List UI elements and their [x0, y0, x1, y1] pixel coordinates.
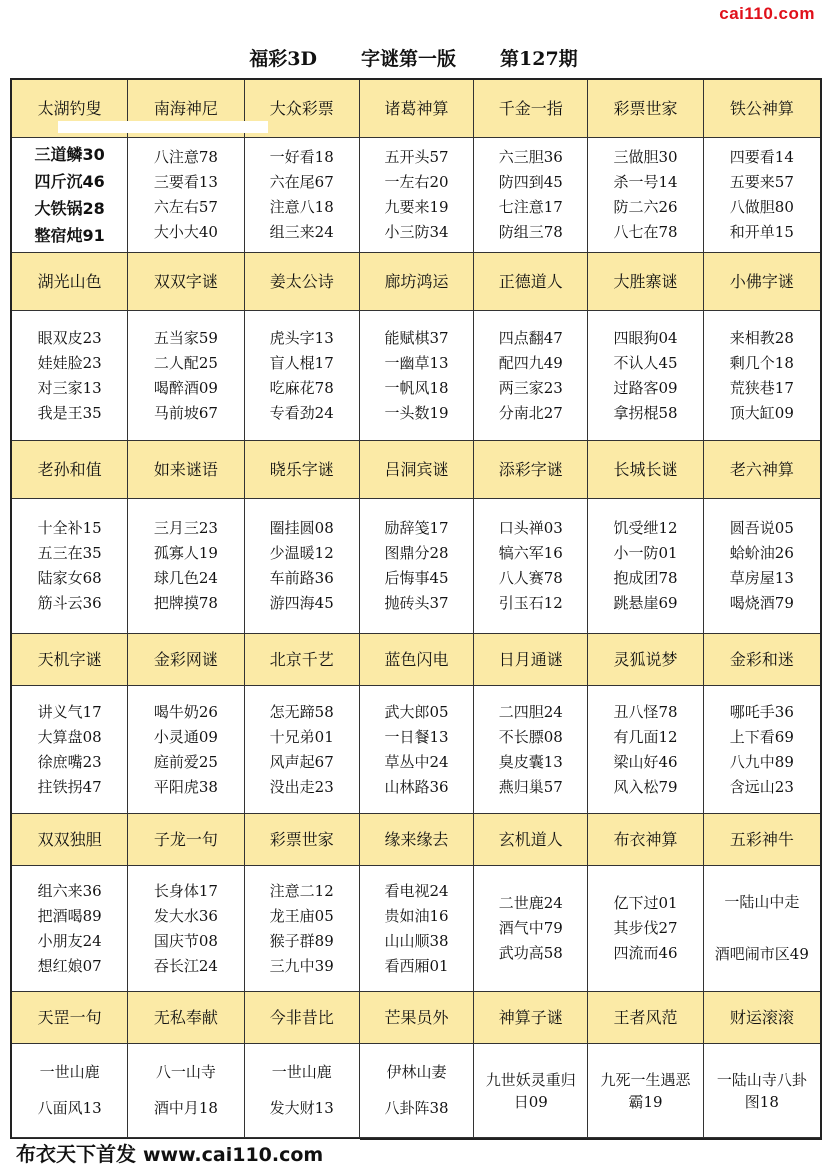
riddle-line: 配四九49 — [498, 353, 563, 372]
riddle-line: 能赋棋37 — [384, 328, 449, 347]
riddle-line: 少温暖12 — [269, 544, 334, 562]
column-header: 廊坊鸿运 — [360, 253, 474, 311]
riddle-cell — [588, 686, 703, 814]
riddle-line: 抛砖头37 — [384, 594, 449, 612]
column-header: 财运滚滚 — [704, 992, 820, 1044]
riddle-line: 三要看13 — [153, 173, 218, 191]
riddle-line: 一世山鹿 — [39, 1062, 100, 1081]
riddle-line: 四点翻47 — [498, 328, 563, 347]
riddle-line: 发大水36 — [153, 906, 218, 925]
riddle-line: 三做胆30 — [613, 148, 678, 166]
column-header: 今非昔比 — [245, 992, 360, 1044]
riddle-line: 八卦阵38 — [384, 1099, 449, 1118]
riddle-cell — [360, 138, 474, 253]
riddle-cell — [704, 311, 820, 441]
riddle-line: 六三胆36 — [498, 148, 563, 166]
riddle-cell — [12, 499, 128, 634]
riddle-line: 喝烧酒79 — [729, 594, 794, 612]
riddle-line: 来相教28 — [729, 328, 794, 347]
column-header: 天罡一句 — [12, 992, 128, 1044]
riddle-line: 山林路36 — [384, 777, 449, 796]
riddle-line: 大铁锅28 — [34, 199, 105, 218]
column-header: 添彩字谜 — [474, 441, 588, 499]
column-header: 老六神算 — [704, 441, 820, 499]
riddle-line: 猴子群89 — [269, 931, 334, 950]
riddle-line: 注意八18 — [269, 198, 334, 216]
riddle-line: 四眼狗04 — [613, 328, 678, 347]
column-header: 双双独胆 — [12, 814, 128, 866]
riddle-line: 圆吾说05 — [729, 519, 794, 537]
riddle-line: 游四海45 — [269, 594, 334, 612]
column-header: 玄机道人 — [474, 814, 588, 866]
riddle-line: 没出走23 — [269, 777, 334, 796]
riddle-line: 九要来19 — [384, 198, 449, 216]
riddle-line: 把酒喝89 — [37, 906, 102, 925]
riddle-line: 和开单15 — [729, 223, 794, 241]
riddle-cell — [704, 138, 820, 253]
column-header: 布衣神算 — [588, 814, 703, 866]
riddle-line: 杀一号14 — [613, 173, 678, 191]
riddle-line: 小一防01 — [613, 544, 678, 562]
riddle-line: 小灵通09 — [153, 727, 218, 746]
riddle-line: 国庆节08 — [153, 931, 218, 950]
riddle-line: 口头禅03 — [498, 519, 563, 537]
riddle-line: 眼双皮23 — [37, 328, 102, 347]
riddle-cell — [588, 499, 703, 634]
riddle-line: 武功高58 — [498, 944, 563, 962]
riddle-line: 犒六军16 — [498, 544, 563, 562]
riddle-cell — [12, 1044, 128, 1138]
riddle-cell — [360, 499, 474, 634]
riddle-line: 对三家13 — [37, 378, 102, 397]
footer-text: 布衣天下首发 — [16, 1142, 136, 1166]
riddle-line: 长身体17 — [153, 881, 218, 900]
riddle-line: 防二六26 — [613, 198, 678, 216]
riddle-line: 分南北27 — [498, 403, 563, 422]
edition-label: 字谜第一版 — [361, 48, 457, 70]
riddle-line: 八九中89 — [729, 752, 794, 771]
riddle-line: 十全补15 — [37, 519, 102, 537]
riddle-cell — [245, 686, 360, 814]
column-header: 灵狐说梦 — [588, 634, 703, 686]
riddle-cell — [704, 866, 820, 992]
riddle-cell — [474, 1044, 588, 1138]
column-header: 小佛字谜 — [704, 253, 820, 311]
riddle-line: 哪吒手36 — [729, 702, 794, 721]
riddle-line: 车前路36 — [269, 569, 334, 587]
riddle-cell — [360, 866, 474, 992]
riddle-line: 马前坡67 — [153, 403, 218, 422]
riddle-line: 专看劲24 — [269, 403, 334, 422]
column-header: 无私奉献 — [128, 992, 244, 1044]
riddle-line: 陆家女68 — [37, 569, 102, 587]
riddle-line: 龙王庙05 — [269, 906, 334, 925]
column-header: 金彩网谜 — [128, 634, 244, 686]
riddle-line: 平阳虎38 — [153, 777, 218, 796]
riddle-cell — [128, 1044, 244, 1138]
column-header: 北京千艺 — [245, 634, 360, 686]
riddle-line: 后悔事45 — [384, 569, 449, 587]
riddle-line: 发大财13 — [269, 1099, 334, 1118]
riddle-line: 筋斗云36 — [37, 594, 102, 612]
riddle-line: 怎无蹄58 — [269, 702, 334, 721]
riddle-line: 跳悬崖69 — [613, 594, 678, 612]
riddle-line: 注意二12 — [269, 881, 334, 900]
riddle-line: 一头数19 — [384, 403, 449, 422]
column-header: 千金一指 — [474, 80, 588, 138]
riddle-cell — [245, 311, 360, 441]
issue-number: 第127期 — [500, 48, 578, 70]
riddle-line: 草房屋13 — [729, 569, 794, 587]
riddle-line: 拿拐棍58 — [613, 403, 678, 422]
riddle-line: 一左右20 — [384, 173, 449, 191]
riddle-line: 拄铁拐47 — [37, 777, 102, 796]
riddle-cell — [360, 1044, 474, 1138]
riddle-line: 喝牛奶26 — [153, 702, 218, 721]
riddle-line: 剩几个18 — [729, 353, 794, 372]
column-header: 姜太公诗 — [245, 253, 360, 311]
riddle-line: 四流而46 — [613, 944, 678, 962]
riddle-cell — [12, 866, 128, 992]
riddle-line: 三九中39 — [269, 956, 334, 975]
riddle-line: 吃麻花78 — [269, 378, 334, 397]
column-header: 老孙和值 — [12, 441, 128, 499]
riddle-line: 讲义气17 — [37, 702, 102, 721]
column-header: 天机字谜 — [12, 634, 128, 686]
riddle-line: 过路客09 — [613, 378, 678, 397]
riddle-line: 三月三23 — [153, 519, 218, 537]
riddle-line: 防四到45 — [498, 173, 563, 191]
riddle-line: 八七在78 — [613, 223, 678, 241]
riddle-line: 小朋友24 — [37, 931, 102, 950]
column-header: 五彩神牛 — [704, 814, 820, 866]
riddle-cell — [360, 311, 474, 441]
riddle-line: 荒狭巷17 — [729, 378, 794, 397]
riddle-line: 看西厢01 — [384, 956, 449, 975]
riddle-line: 七注意17 — [498, 198, 563, 216]
column-header: 彩票世家 — [245, 814, 360, 866]
column-header: 芒果员外 — [360, 992, 474, 1044]
column-header: 日月通谜 — [474, 634, 588, 686]
riddle-line: 励辞笺17 — [384, 519, 449, 537]
riddle-cell — [588, 1044, 703, 1138]
riddle-line: 娃娃脸23 — [37, 353, 102, 372]
riddle-line: 四要看14 — [729, 148, 794, 166]
column-header: 神算子谜 — [474, 992, 588, 1044]
riddle-line: 风入松79 — [613, 777, 678, 796]
column-header: 大众彩票 — [245, 80, 360, 138]
riddle-line: 伊林山妻 — [386, 1062, 447, 1081]
riddle-line: 五要来57 — [729, 173, 794, 191]
column-header: 子龙一句 — [128, 814, 244, 866]
riddle-line: 引玉石12 — [498, 594, 563, 612]
riddle-cell — [474, 866, 588, 992]
riddle-line: 徐庶嘴23 — [37, 752, 102, 771]
riddle-cell — [245, 866, 360, 992]
riddle-line: 四斤沉46 — [34, 172, 105, 191]
riddle-line: 一日餐13 — [384, 727, 449, 746]
riddle-line: 一帆风18 — [384, 378, 449, 397]
column-header: 王者风范 — [588, 992, 703, 1044]
riddle-line: 一陆山中走 — [724, 892, 800, 911]
riddle-line: 上下看69 — [729, 727, 794, 746]
riddle-line: 组三来24 — [269, 223, 334, 241]
column-header: 双双字谜 — [128, 253, 244, 311]
riddle-cell — [245, 1044, 360, 1138]
riddle-cell — [128, 866, 244, 992]
riddle-line: 燕归巢57 — [498, 777, 563, 796]
riddle-cell — [474, 686, 588, 814]
riddle-line: 整宿炖91 — [34, 226, 105, 245]
riddle-line: 饥受绁12 — [613, 519, 678, 537]
riddle-cell — [474, 499, 588, 634]
riddle-line: 八一山寺 — [155, 1062, 216, 1081]
riddle-line: 山山顺38 — [384, 931, 449, 950]
riddle-cell — [704, 686, 820, 814]
riddle-line: 我是王35 — [37, 403, 102, 422]
riddle-line: 圈挂圆08 — [269, 519, 334, 537]
riddle-line: 球几色24 — [153, 569, 218, 587]
riddle-line: 酒中月18 — [153, 1099, 218, 1118]
column-header: 南海神尼 — [128, 80, 244, 138]
site-logo: cai110.com — [719, 4, 815, 23]
riddle-line: 八注意78 — [153, 148, 218, 166]
riddle-line: 其步伐27 — [613, 919, 678, 937]
riddle-line: 九世妖灵重归日09 — [485, 1070, 576, 1111]
riddle-line: 孤寡人19 — [153, 544, 218, 562]
riddle-line: 一世山鹿 — [271, 1062, 332, 1081]
riddle-line: 有几面12 — [613, 727, 678, 746]
riddle-line: 二人配25 — [153, 353, 218, 372]
column-header: 长城长谜 — [588, 441, 703, 499]
riddle-line: 看电视24 — [384, 881, 449, 900]
footer-url: www.cai110.com — [142, 1144, 324, 1166]
riddle-line: 十兄弟01 — [269, 727, 334, 746]
riddle-cell — [474, 311, 588, 441]
riddle-cell — [245, 138, 360, 253]
riddle-cell — [12, 686, 128, 814]
riddle-line: 九死一生遇恶霸19 — [600, 1070, 691, 1111]
column-header: 大胜寨谜 — [588, 253, 703, 311]
riddle-line: 五三在35 — [37, 544, 102, 562]
riddle-line: 组六来36 — [37, 881, 102, 900]
riddle-line: 二四胆24 — [498, 702, 563, 721]
riddle-line: 八人赛78 — [498, 569, 563, 587]
column-header: 彩票世家 — [588, 80, 703, 138]
riddle-cell — [245, 499, 360, 634]
riddle-line: 八面风13 — [37, 1099, 102, 1118]
column-header: 晓乐字谜 — [245, 441, 360, 499]
riddle-line: 六左右57 — [153, 198, 218, 216]
column-header: 蓝色闪电 — [360, 634, 474, 686]
riddle-cell — [360, 686, 474, 814]
riddle-line: 风声起67 — [269, 752, 334, 771]
column-header: 太湖钓叟 — [12, 80, 128, 138]
riddle-line: 丑八怪78 — [613, 702, 678, 721]
riddle-line: 酒吧闹市区49 — [714, 945, 809, 964]
riddle-line: 贵如油16 — [384, 906, 449, 925]
riddle-line: 抱成团78 — [613, 569, 678, 587]
riddle-cell — [588, 311, 703, 441]
column-header: 缘来缘去 — [360, 814, 474, 866]
riddle-line: 盲人棍17 — [269, 353, 334, 372]
riddle-line: 喝醉酒09 — [153, 378, 218, 397]
riddle-cell — [704, 499, 820, 634]
riddle-line: 臭皮囊13 — [498, 752, 563, 771]
riddle-cell — [474, 138, 588, 253]
redaction-strip — [58, 121, 268, 133]
riddle-line: 八做胆80 — [729, 198, 794, 216]
riddle-table — [10, 78, 822, 1140]
riddle-line: 一好看18 — [269, 148, 334, 166]
column-header: 金彩和迷 — [704, 634, 820, 686]
riddle-line: 小三防34 — [384, 223, 449, 241]
column-header: 吕洞宾谜 — [360, 441, 474, 499]
riddle-line: 武大郎05 — [384, 702, 449, 721]
riddle-line: 六在尾67 — [269, 173, 334, 191]
riddle-cell — [128, 686, 244, 814]
riddle-line: 把牌摸78 — [153, 594, 218, 612]
column-header: 铁公神算 — [704, 80, 820, 138]
riddle-line: 虎头字13 — [269, 328, 334, 347]
riddle-line: 一幽草13 — [384, 353, 449, 372]
riddle-line: 大小大40 — [153, 223, 218, 241]
riddle-line: 五当家59 — [153, 328, 218, 347]
riddle-cell — [128, 311, 244, 441]
riddle-line: 顶大缸09 — [729, 403, 794, 422]
riddle-line: 两三家23 — [498, 378, 563, 397]
riddle-line: 草丛中24 — [384, 752, 449, 771]
footer-banner — [0, 1139, 360, 1169]
riddle-cell — [12, 138, 128, 253]
riddle-line: 不认人45 — [613, 353, 678, 372]
riddle-cell — [588, 866, 703, 992]
riddle-cell — [128, 138, 244, 253]
riddle-line: 想红娘07 — [37, 956, 102, 975]
riddle-line: 一陆山寺八卦图18 — [716, 1070, 807, 1111]
riddle-line: 不长膘08 — [498, 727, 563, 746]
riddle-line: 二世鹿24 — [498, 894, 563, 912]
riddle-cell — [128, 499, 244, 634]
riddle-line: 酒气中79 — [498, 919, 563, 937]
riddle-line: 梁山好46 — [613, 752, 678, 771]
riddle-line: 亿下过01 — [613, 894, 678, 912]
riddle-line: 图鼎分28 — [384, 544, 449, 562]
riddle-line: 吞长江24 — [153, 956, 218, 975]
column-header: 正德道人 — [474, 253, 588, 311]
page-title — [0, 44, 827, 71]
riddle-line: 三道鳞30 — [34, 145, 105, 164]
riddle-cell — [588, 138, 703, 253]
riddle-cell — [12, 311, 128, 441]
riddle-line: 庭前爱25 — [153, 752, 218, 771]
column-header: 诸葛神算 — [360, 80, 474, 138]
lottery-name: 福彩3D — [249, 48, 317, 70]
riddle-line: 蛤蚧油26 — [729, 544, 794, 562]
riddle-line: 五开头57 — [384, 148, 449, 166]
riddle-cell — [704, 1044, 820, 1138]
riddle-line: 大算盘08 — [37, 727, 102, 746]
column-header: 湖光山色 — [12, 253, 128, 311]
riddle-line: 防组三78 — [498, 223, 563, 241]
riddle-line: 含远山23 — [729, 777, 794, 796]
column-header: 如来谜语 — [128, 441, 244, 499]
